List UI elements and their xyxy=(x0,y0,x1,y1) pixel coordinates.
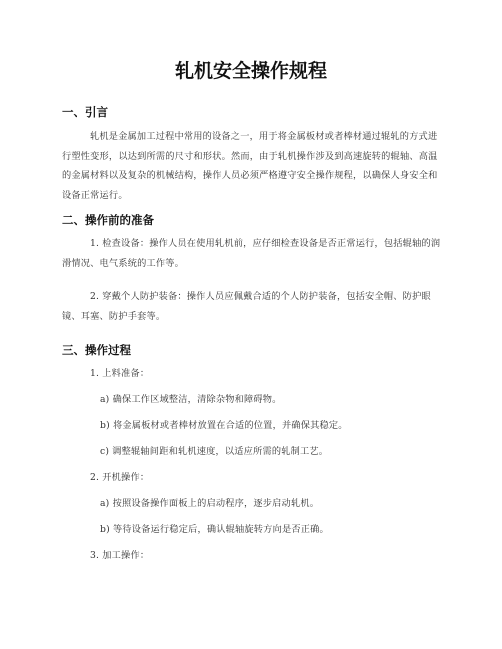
preparation-item-1: 1. 检查设备：操作人员在使用轧机前，应仔细检查设备是否正常运行，包括辊轴的润滑情况、电气系统的工作等。 xyxy=(62,238,441,269)
section-heading-process: 三、操作过程 xyxy=(62,343,131,357)
process-feeding-label: 1. 上料准备： xyxy=(90,368,150,379)
process-startup-step-b: b) 等待设备运行稳定后，确认辊轴旋转方向是否正确。 xyxy=(100,524,329,535)
process-feeding-step-c: c) 调整辊轴间距和轧机速度，以适应所需的轧制工艺。 xyxy=(100,446,329,457)
process-startup-step-a: a) 按照设备操作面板上的启动程序，逐步启动轧机。 xyxy=(100,498,320,509)
process-startup-label: 2. 开机操作： xyxy=(90,472,150,483)
document-title: 轧机安全操作规程 xyxy=(174,60,327,82)
section-heading-preparation: 二、操作前的准备 xyxy=(62,213,154,227)
process-processing-label: 3. 加工操作： xyxy=(90,550,150,561)
process-feeding-step-a: a) 确保工作区域整洁，清除杂物和障碍物。 xyxy=(100,394,282,405)
section-heading-intro: 一、引言 xyxy=(62,105,108,119)
process-feeding-step-b: b) 将金属板材或者棒材放置在合适的位置，并确保其稳定。 xyxy=(100,420,348,431)
intro-paragraph: 轧机是金属加工过程中常用的设备之一，用于将金属板材或者棒材通过辊轧的方式进行塑性变形，以达到所需的尺寸和形状。然而，由于轧机操作涉及到高速旋转的辊轴、高温的金属材料以及复杂的机械结构，操作人员必须严格遵守安全操作规程，以确保人身安全和设备正常运行。 xyxy=(62,131,438,201)
preparation-item-2: 2. 穿戴个人防护装备：操作人员应佩戴合适的个人防护装备，包括安全帽、防护眼镜、耳塞、防护手套等。 xyxy=(62,291,431,322)
